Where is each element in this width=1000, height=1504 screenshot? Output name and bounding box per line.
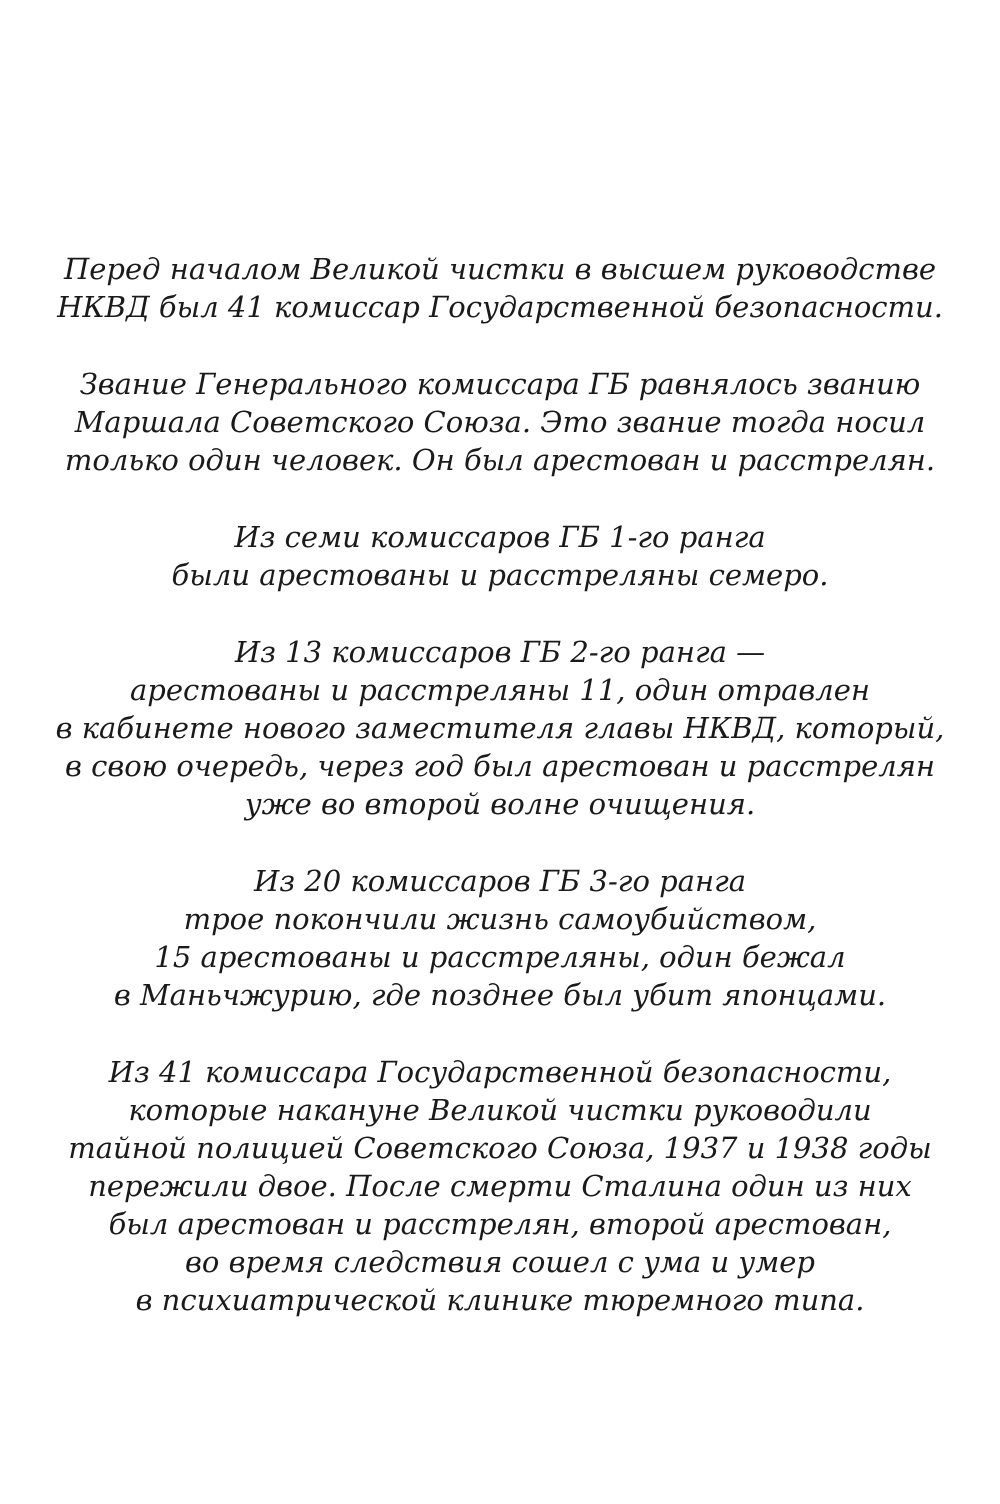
text-line: только один человек. Он был арестован и расстрелян. [64, 443, 936, 477]
text-line: НКВД был 41 комиссар Государственной безопасности. [57, 290, 943, 324]
paragraph-3 [0, 518, 1000, 594]
text-line: пережили двое. После смерти Сталина один из них [88, 1169, 912, 1203]
text-line: Из семи комиссаров ГБ 1-го ранга [234, 520, 766, 554]
text-line: в кабинете нового заместителя главы НКВД, который, [55, 711, 945, 745]
paragraph-2 [0, 365, 1000, 479]
text-line: Маршала Советского Союза. Это звание тогда носил [74, 405, 926, 439]
text-line: в свою очередь, через год был арестован и расстрелян [64, 749, 936, 783]
epigraph-text [0, 250, 1000, 1358]
paragraph-1 [0, 250, 1000, 326]
paragraph-4 [0, 633, 1000, 823]
text-line: во время следствия сошел с ума и умер [185, 1245, 815, 1279]
text-line: в психиатрической клинике тюремного типа. [135, 1283, 865, 1317]
text-line: Перед началом Великой чистки в высшем руководстве [63, 252, 937, 286]
text-line: Из 20 комиссаров ГБ 3-го ранга [253, 864, 747, 898]
text-line: арестованы и расстреляны 11, один отравлен [130, 673, 870, 707]
text-line: трое покончили жизнь самоубийством, [183, 902, 817, 936]
text-line: были арестованы и расстреляны семеро. [171, 558, 829, 592]
text-line: 15 арестованы и расстреляны, один бежал [154, 940, 846, 974]
text-line: тайной полицией Советского Союза, 1937 и 1938 годы [68, 1131, 932, 1165]
text-line: в Маньчжурию, где позднее был убит японцами. [113, 978, 887, 1012]
paragraph-6 [0, 1053, 1000, 1319]
paragraph-5 [0, 862, 1000, 1014]
text-line: Из 13 комиссаров ГБ 2-го ранга — [234, 635, 766, 669]
text-line: был арестован и расстрелян, второй арестован, [108, 1207, 892, 1241]
text-line: уже во второй волне очищения. [244, 787, 756, 821]
text-line: Из 41 комиссара Государственной безопасности, [108, 1055, 892, 1089]
text-line: Звание Генерального комиссара ГБ равнялось званию [79, 367, 921, 401]
text-line: которые накануне Великой чистки руководили [128, 1093, 872, 1127]
